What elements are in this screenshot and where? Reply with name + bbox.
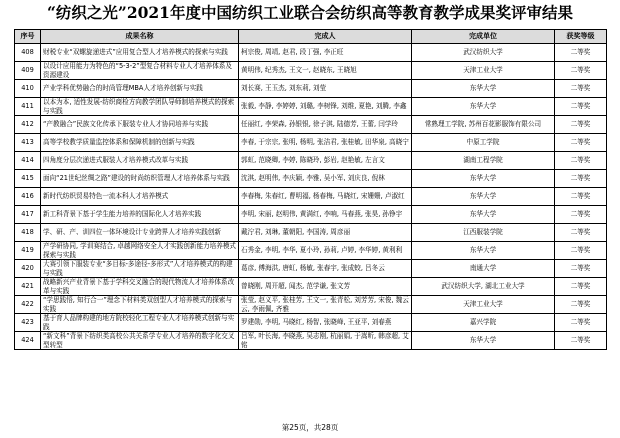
table-row bbox=[15, 224, 607, 242]
header-institution: 完成单位 bbox=[412, 30, 555, 44]
cell-achievement-name: 新工科背景下基于学生能力培养的国际化人才培养实践 bbox=[41, 206, 239, 224]
cell-number: 418 bbox=[15, 224, 41, 242]
cell-number: 416 bbox=[15, 188, 41, 206]
results-table bbox=[14, 29, 607, 350]
table-row bbox=[15, 44, 607, 62]
table-row bbox=[15, 116, 607, 134]
table-row bbox=[15, 62, 607, 80]
cell-achievement-name: 学、研、产、训四位一体环境设计专业跨界人才培养实践创新 bbox=[41, 224, 239, 242]
cell-number: 424 bbox=[15, 332, 41, 350]
cell-institution: 南通大学 bbox=[412, 260, 555, 278]
cell-number: 420 bbox=[15, 260, 41, 278]
cell-completers: 郭虹, 范晓卿, 李婷, 陈晓玲, 彭岩, 赵艳敏, 左言文 bbox=[239, 152, 412, 170]
header-number: 序号 bbox=[15, 30, 41, 44]
page-footer: 第25页，共28页 bbox=[281, 423, 339, 432]
cell-completers: 李春梅, 朱春红, 曹明福, 杨春梅, 马晓红, 宋姗姗, 卢淑红 bbox=[239, 188, 412, 206]
cell-completers: 曾晓刚, 周开超, 闻杰, 范学谦, 张文芳 bbox=[239, 278, 412, 296]
cell-achievement-name: 以设计应用能力为特色的“5-3-2”型复合材料专业人才培养体系及资源建设 bbox=[41, 62, 239, 80]
cell-award-level: 二等奖 bbox=[555, 116, 607, 134]
cell-number: 415 bbox=[15, 170, 41, 188]
cell-completers: 吕军, 叶长海, 李晓燕, 吴志刚, 杭丽娟, 于嵩昕, 韩彦超, 艾铭 bbox=[239, 332, 412, 350]
cell-number: 421 bbox=[15, 278, 41, 296]
cell-institution: 东华大学 bbox=[412, 332, 555, 350]
cell-number: 422 bbox=[15, 296, 41, 314]
cell-number: 423 bbox=[15, 314, 41, 332]
table-row bbox=[15, 242, 607, 260]
table-row bbox=[15, 80, 607, 98]
cell-achievement-name: “学思践悟, 知行合一”理念下材料类双创型人才培养模式的探索与实践 bbox=[41, 296, 239, 314]
table-row bbox=[15, 134, 607, 152]
cell-achievement-name: 以本为本, 适性发展-纺织商检方向教学团队导师制培养模式的探索与实践 bbox=[41, 98, 239, 116]
cell-achievement-name: 产业学科优势融合的时尚管理MBA人才培养创新与实践 bbox=[41, 80, 239, 98]
table-row bbox=[15, 188, 607, 206]
cell-completers: 任丽红, 李荣森, 孙银银, 徐子淇, 陆德芳, 王蕾, 闫学玲 bbox=[239, 116, 412, 134]
cell-award-level: 二等奖 bbox=[555, 80, 607, 98]
cell-achievement-name: “新文科”背景下纺织类高校公共关系学专业人才培养的数字化交叉型转型 bbox=[41, 332, 239, 350]
cell-completers: 张毅, 李静, 李婷婷, 刘璐, 李树锋, 刘维, 夏艳, 刘腾, 李鑫 bbox=[239, 98, 412, 116]
cell-number: 419 bbox=[15, 242, 41, 260]
table-row bbox=[15, 332, 607, 350]
cell-award-level: 二等奖 bbox=[555, 188, 607, 206]
cell-achievement-name: 新时代纺织贸易特色一流本科人才培养模式 bbox=[41, 188, 239, 206]
table-body bbox=[15, 44, 607, 350]
cell-award-level: 二等奖 bbox=[555, 314, 607, 332]
cell-number: 410 bbox=[15, 80, 41, 98]
cell-award-level: 二等奖 bbox=[555, 296, 607, 314]
cell-number: 414 bbox=[15, 152, 41, 170]
table-row bbox=[15, 98, 607, 116]
cell-achievement-name: 产学研协同, 学训赛结合, 卓越网络安全人才实践创新能力培养模式探索与实践 bbox=[41, 242, 239, 260]
cell-institution: 东华大学 bbox=[412, 206, 555, 224]
cell-institution: 东华大学 bbox=[412, 98, 555, 116]
table-row bbox=[15, 170, 607, 188]
cell-completers: 石秀金, 李明, 李华, 夏小玲, 孙莉, 卢婷, 李华婷, 黄利利 bbox=[239, 242, 412, 260]
cell-completers: 李明, 宋丽, 赵明伟, 黄满红, 李响, 马春燕, 张昊, 孙铮宇 bbox=[239, 206, 412, 224]
table-header-row bbox=[15, 30, 607, 44]
cell-award-level: 二等奖 bbox=[555, 332, 607, 350]
cell-completers: 黄明伟, 纪秀杰, 王文一, 赵晓东, 王晓旭 bbox=[239, 62, 412, 80]
cell-achievement-name: 战略新兴产业背景下基于学科交叉融合的现代物流人才培养体系改革与实践 bbox=[41, 278, 239, 296]
cell-number: 417 bbox=[15, 206, 41, 224]
table-row bbox=[15, 314, 607, 332]
table-row bbox=[15, 296, 607, 314]
cell-institution: 常熟理工学院, 苏州百花影服饰有限公司 bbox=[412, 116, 555, 134]
cell-completers: 葛彦, 傅海洪, 唐虹, 杨敏, 张春宇, 张成蛟, 吕冬云 bbox=[239, 260, 412, 278]
cell-achievement-name: 大赛引领下服装专业“多目标-多途径-多形式”人才培养模式的构建与实践 bbox=[41, 260, 239, 278]
cell-award-level: 二等奖 bbox=[555, 44, 607, 62]
cell-completers: 李春, 于宗宗, 张明, 杨明, 张洁君, 张桂敏, 田华泉, 高晓宁 bbox=[239, 134, 412, 152]
cell-institution: 东华大学 bbox=[412, 170, 555, 188]
cell-institution: 武汉纺织大学, 湖北工业大学 bbox=[412, 278, 555, 296]
cell-institution: 武汉纺织大学 bbox=[412, 44, 555, 62]
cell-number: 412 bbox=[15, 116, 41, 134]
cell-institution: 东华大学 bbox=[412, 80, 555, 98]
cell-award-level: 二等奖 bbox=[555, 170, 607, 188]
cell-award-level: 二等奖 bbox=[555, 134, 607, 152]
cell-award-level: 二等奖 bbox=[555, 224, 607, 242]
cell-completers: 戴泞君, 刘琳, 董朝阳, 李国涛, 周彦丽 bbox=[239, 224, 412, 242]
cell-award-level: 二等奖 bbox=[555, 152, 607, 170]
cell-award-level: 二等奖 bbox=[555, 98, 607, 116]
cell-achievement-name: 面向“21世纪丝绸之路”建设的时尚纺织管理人才培养体系与实践 bbox=[41, 170, 239, 188]
cell-award-level: 二等奖 bbox=[555, 206, 607, 224]
table-row bbox=[15, 152, 607, 170]
table-row bbox=[15, 206, 607, 224]
cell-institution: 江西服装学院 bbox=[412, 224, 555, 242]
cell-institution: 中原工学院 bbox=[412, 134, 555, 152]
cell-achievement-name: 财税专业“双螺旋递进式”应用复合型人才培养模式的探索与实践 bbox=[41, 44, 239, 62]
header-award-level: 获奖等级 bbox=[555, 30, 607, 44]
cell-completers: 刘长赛, 王玉杰, 刘东莉, 刘莹 bbox=[239, 80, 412, 98]
cell-completers: 柯宗俊, 周靖, 赵君, 段丁强, 李正旺 bbox=[239, 44, 412, 62]
cell-number: 408 bbox=[15, 44, 41, 62]
cell-achievement-name: 四角度分层次递进式服装人才培养模式改革与实践 bbox=[41, 152, 239, 170]
table-row bbox=[15, 260, 607, 278]
cell-institution: 天津工业大学 bbox=[412, 296, 555, 314]
cell-achievement-name: “产教融合”民族文化传承下服装专业人才协同培养与实践 bbox=[41, 116, 239, 134]
cell-completers: 张莹, 赵义平, 张桂芳, 王文一, 张青松, 刘芳芳, 宋俊, 魏云云, 李雨佩, 齐雅 bbox=[239, 296, 412, 314]
cell-institution: 天津工业大学 bbox=[412, 62, 555, 80]
cell-achievement-name: 基于育人品牌构建的地方院校轻化工程专业人才培养模式创新与实践 bbox=[41, 314, 239, 332]
cell-award-level: 二等奖 bbox=[555, 62, 607, 80]
cell-number: 411 bbox=[15, 98, 41, 116]
header-achievement-name: 成果名称 bbox=[41, 30, 239, 44]
cell-achievement-name: 高等学校教学质量监控体系和保障机制的创新与实践 bbox=[41, 134, 239, 152]
cell-institution: 东华大学 bbox=[412, 188, 555, 206]
document-title: “纺织之光”2021年度中国纺织工业联合会纺织高等教育教学成果奖评审结果 bbox=[47, 3, 573, 22]
cell-number: 409 bbox=[15, 62, 41, 80]
cell-completers: 罗建勋, 李明, 马晓红, 杨智, 张晓峰, 王亚平, 刘春燕 bbox=[239, 314, 412, 332]
cell-award-level: 二等奖 bbox=[555, 278, 607, 296]
cell-institution: 嘉兴学院 bbox=[412, 314, 555, 332]
cell-institution: 湖南工程学院 bbox=[412, 152, 555, 170]
cell-institution: 东华大学 bbox=[412, 242, 555, 260]
cell-award-level: 二等奖 bbox=[555, 242, 607, 260]
header-completers: 完成人 bbox=[239, 30, 412, 44]
cell-award-level: 二等奖 bbox=[555, 260, 607, 278]
cell-completers: 沈淇, 赵明伟, 李庆颖, 李雅, 吴小军, 刘庆良, 倪林 bbox=[239, 170, 412, 188]
table-row bbox=[15, 278, 607, 296]
cell-number: 413 bbox=[15, 134, 41, 152]
